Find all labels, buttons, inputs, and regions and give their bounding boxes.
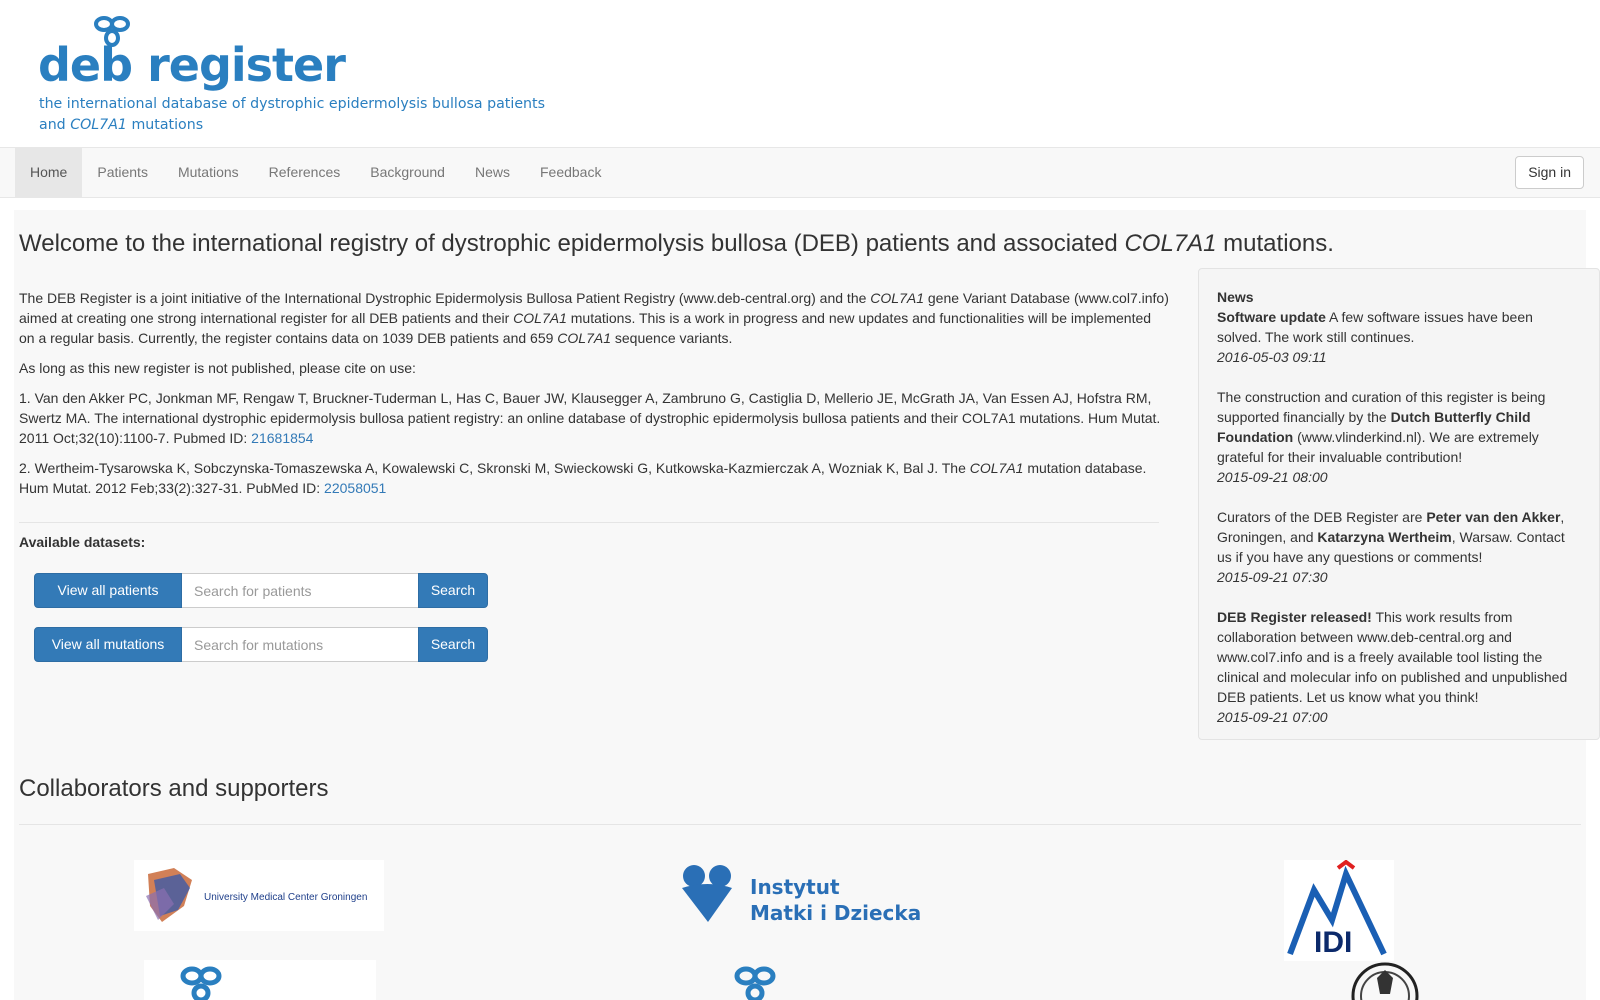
nav-item-home[interactable]: Home: [15, 148, 82, 197]
nav-item-news[interactable]: News: [474, 164, 510, 180]
intro-text: [19, 288, 1169, 508]
patients-search-input[interactable]: [182, 573, 418, 608]
news-item: Software update A few software issues have been solved. The work still continues. 2016-05-03 09:11: [1217, 307, 1581, 367]
nav-item-patients[interactable]: Patients: [97, 164, 148, 180]
news-date: 2015-09-21 08:00: [1217, 469, 1328, 485]
butterfly-logo-1[interactable]: [144, 960, 376, 1000]
news-panel: [1198, 268, 1600, 740]
nav-menu: [15, 148, 616, 197]
news-item: The construction and curation of this register is being supported financially by the Dutch Butterfly Child Foundation (www.vlinderkind.nl). We are extremely grateful for their invaluable contribution! 2015-09-21 08:00: [1217, 387, 1581, 487]
seal-icon: [1350, 960, 1420, 1000]
pubmed-link-1[interactable]: 21681854: [251, 430, 314, 446]
logo-title: deb register: [38, 38, 345, 92]
idi-logo[interactable]: [1284, 860, 1394, 961]
news-date: 2015-09-21 07:30: [1217, 569, 1328, 585]
main-navbar: [0, 147, 1600, 198]
umcg-logo[interactable]: [134, 860, 384, 931]
divider: [19, 824, 1581, 825]
imid-heart-icon: [680, 862, 930, 932]
butterfly-icon: [726, 960, 786, 1000]
imid-line2: Matki i Dziecka: [750, 901, 922, 925]
idi-mountain-icon: [1284, 860, 1394, 961]
news-heading: News: [1217, 289, 1254, 305]
patients-dataset-row: [34, 573, 488, 608]
cite-notice: As long as this new register is not published, please cite on use:: [19, 360, 416, 376]
collaborators-title: Collaborators and supporters: [19, 775, 329, 802]
intro-paragraph: The DEB Register is a joint initiative of the International Dystrophic Epidermolysis Bullosa Patient Registry (www.deb-central.org) and the COL7A1 gene Variant Database (www.col7.info) aimed at creating one strong international register for all DEB patients and their COL7A1 mutations. This is a work in progress and new updates and functionalities will be implemented on a regular basis. Currently, the register contains data on 1039 DEB patients and 659 COL7A1 sequence variants.: [19, 290, 1169, 346]
reference-2: 2. Wertheim-Tysarowska K, Sobczynska-Tomaszewska A, Kowalewski C, Skronski M, Swieckowski G, Kutkowska-Kazmierczak A, Wozniak K, Bal J. The COL7A1 mutation database. Hum Mutat. 2012 Feb;33(2):327-31. PubMed ID: 22058051: [19, 460, 1147, 496]
view-all-mutations-button[interactable]: View all mutations: [34, 627, 182, 662]
umcg-name: University Medical Center Groningen: [204, 892, 368, 903]
datasets-label: Available datasets:: [19, 534, 146, 550]
news-date: 2016-05-03 09:11: [1217, 349, 1327, 365]
university-seal-logo[interactable]: [1350, 960, 1420, 1000]
idi-text: IDI: [1314, 926, 1353, 959]
page-title: Welcome to the international registry of dystrophic epidermolysis bullosa (DEB) patients and associated COL7A1 mutations.: [19, 230, 1334, 257]
news-item: Curators of the DEB Register are Peter van den Akker, Groningen, and Katarzyna Wertheim, Warsaw. Contact us if you have any questions or comments! 2015-09-21 07:30: [1217, 507, 1581, 587]
patients-search-button[interactable]: Search: [418, 573, 488, 608]
news-item: DEB Register released! This work results from collaboration between www.deb-central.org and www.col7.info and is a freely available tool listing the clinical and molecular info on published and unpublished DEB patients. Let us know what you think! 2015-09-21 07:00: [1217, 607, 1581, 727]
butterfly-logo-2[interactable]: [726, 960, 786, 1000]
imid-logo[interactable]: [680, 862, 930, 932]
logo-subtitle-2: and COL7A1 mutations: [39, 117, 204, 133]
deb-register-logo[interactable]: [38, 14, 545, 139]
imid-line1: Instytut: [750, 875, 840, 899]
news-date: 2015-09-21 07:00: [1217, 709, 1328, 725]
nav-item-background[interactable]: Background: [370, 164, 445, 180]
reference-1: 1. Van den Akker PC, Jonkman MF, Rengaw T, Bruckner-Tuderman L, Has C, Bauer JW, Klausegger A, Zambruno G, Castiglia D, Mellerio JE, McGrath JA, Van Essen AJ, Hofstra RM, Swertz MA. The international dystrophic epidermolysis bullosa patient registry: an online database of dystrophic epidermolysis bullosa patients and their COL7A1 mutations. Hum Mutat. 2011 Oct;32(10):1100-7. Pubmed ID: 21681854: [19, 390, 1161, 446]
sign-in-button[interactable]: Sign in: [1515, 156, 1584, 189]
nav-item-feedback[interactable]: Feedback: [539, 164, 602, 180]
pubmed-link-2[interactable]: 22058051: [324, 480, 387, 496]
mutations-dataset-row: [34, 627, 488, 662]
nav-item-references[interactable]: References: [268, 164, 341, 180]
umcg-emblem-icon: [134, 860, 384, 931]
mutations-search-button[interactable]: Search: [418, 627, 488, 662]
nav-item-mutations[interactable]: Mutations: [177, 164, 239, 180]
butterfly-icon: [144, 960, 376, 1000]
logo-subtitle: the international database of dystrophic epidermolysis bullosa patients: [39, 96, 545, 112]
site-header: [0, 0, 1600, 147]
mutations-search-input[interactable]: [182, 627, 418, 662]
divider: [19, 522, 1159, 523]
view-all-patients-button[interactable]: View all patients: [34, 573, 182, 608]
